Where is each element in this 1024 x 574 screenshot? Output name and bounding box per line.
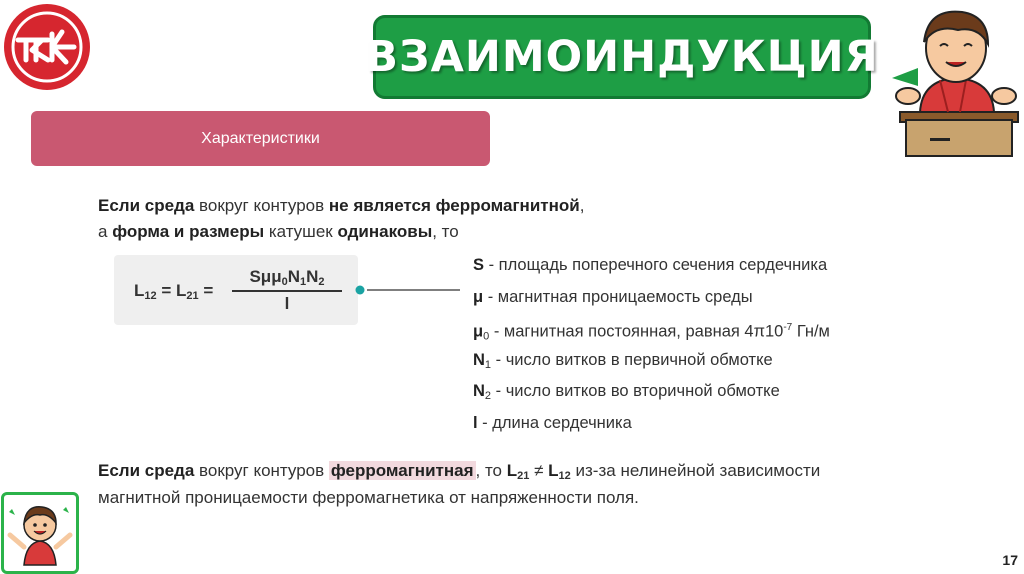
def-text: - число витков в первичной обмотке: [491, 350, 773, 369]
definitions-list: [473, 254, 893, 443]
conclusion-highlight: ферромагнитная: [330, 461, 474, 480]
intro-line-1: [98, 196, 584, 216]
formula-denominator: l: [284, 294, 290, 313]
def-symbol: μ: [473, 322, 484, 341]
connector-line: [355, 285, 460, 295]
num-a-sub: 0: [281, 276, 288, 288]
conclusion-line-2: магнитной проницаемости ферромагнетика от напряженности поля.: [98, 488, 639, 507]
intro-text-3: а: [98, 222, 113, 241]
conclusion-line-1: [98, 461, 820, 482]
connector-dot-icon: [356, 286, 365, 295]
def-symbol: N: [473, 382, 485, 400]
definition-item: [473, 254, 893, 286]
num-b: N: [287, 267, 300, 286]
formula-eq2: =: [198, 281, 214, 300]
formula-box: [114, 255, 358, 325]
def-subscript: 0: [483, 330, 490, 343]
conclusion-l12: L: [548, 461, 559, 480]
formula: [114, 255, 358, 325]
intro-bold-3: форма и размеры: [112, 222, 265, 241]
section-header-label: Характеристики: [201, 129, 320, 147]
formula-eq1: =: [156, 281, 177, 300]
num-a: Sμμ: [249, 267, 282, 286]
intro-text-2: ,: [579, 196, 585, 215]
conclusion-l21-sub: 21: [517, 470, 530, 482]
def-subscript: 2: [484, 390, 492, 402]
def-symbol: N: [473, 350, 485, 369]
section-header: [31, 111, 490, 166]
def-subscript: 1: [484, 358, 492, 371]
num-b-sub: 1: [300, 276, 307, 288]
formula-l21-sub: 21: [186, 290, 199, 302]
page-number: 17: [1002, 552, 1018, 568]
intro-bold-4: одинаковы: [337, 222, 433, 241]
formula-fraction: [232, 267, 342, 314]
conclusion-text-1: вокруг контуров: [194, 461, 329, 480]
def-text: - длина сердечника: [477, 413, 632, 432]
def-symbol: l: [473, 413, 478, 432]
intro-text-4: катушек: [264, 222, 338, 241]
title-banner: [365, 15, 879, 99]
conclusion-l12-sub: 12: [558, 470, 571, 482]
def-text: - площадь поперечного сечения сердечника: [484, 256, 828, 274]
formula-l12: L: [134, 281, 145, 300]
slide-title: ВЗАИМОИНДУКЦИЯ: [365, 32, 879, 82]
formula-numerator: [232, 267, 342, 292]
conclusion-bold-1: Если среда: [98, 461, 195, 480]
formula-l21: L: [176, 281, 187, 300]
intro-bold-2: не является ферромагнитной: [328, 196, 580, 215]
conclusion-neq: ≠: [529, 461, 549, 480]
intro-text-5: , то: [432, 222, 459, 241]
definition-item: [473, 380, 893, 412]
formula-lhs: [134, 281, 213, 302]
num-c-sub: 2: [318, 276, 325, 288]
num-c: N: [306, 267, 319, 286]
def-text: - магнитная проницаемость среды: [483, 287, 753, 306]
intro-bold-1: Если среда: [98, 196, 195, 215]
conclusion-l21: L: [506, 461, 518, 480]
def-text: - число витков во вторичной обмотке: [491, 382, 780, 400]
kid-character-icon[interactable]: [1, 492, 79, 574]
def-superscript: -7: [783, 322, 793, 333]
intro-text-1: вокруг контуров: [194, 196, 329, 215]
logo-icon: [2, 2, 92, 92]
definition-item: [473, 317, 893, 349]
conclusion-text-3: из-за нелинейной зависимости: [570, 461, 821, 480]
formula-l12-sub: 12: [144, 290, 157, 302]
def-symbol: μ: [473, 287, 484, 306]
def-unit: Гн/м: [792, 322, 830, 341]
def-symbol: S: [473, 256, 485, 274]
definition-item: [473, 349, 893, 381]
definition-item: [473, 286, 893, 318]
intro-line-2: [98, 222, 459, 242]
def-text: - магнитная постоянная, равная 4π10: [489, 322, 784, 341]
conclusion-text-2: , то: [475, 461, 507, 480]
teacher-character-icon: [870, 0, 1024, 160]
definition-item: [473, 412, 893, 444]
